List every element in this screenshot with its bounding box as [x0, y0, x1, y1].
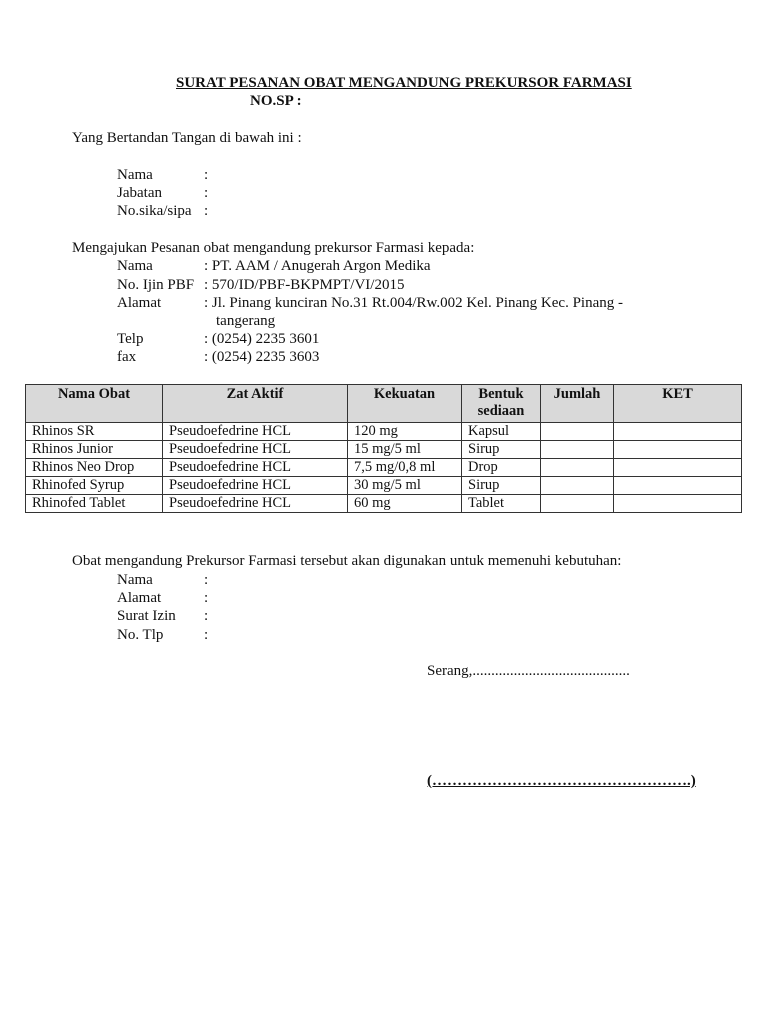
- table-row: [26, 495, 742, 513]
- table-row: [26, 441, 742, 459]
- table-row: [26, 477, 742, 495]
- table-cell: [614, 459, 742, 477]
- field-label: Alamat: [117, 295, 162, 311]
- table-cell: Rhinofed Tablet: [26, 495, 163, 513]
- table-row: [26, 459, 742, 477]
- field-value: :: [204, 185, 209, 201]
- header-cell: KET: [614, 385, 742, 423]
- field-value: : Jl. Pinang kunciran No.31 Rt.004/Rw.002 Kel. Pinang Kec. Pinang -: [204, 295, 623, 311]
- header-cell: Kekuatan: [348, 385, 462, 423]
- table-cell: [614, 477, 742, 495]
- table-cell: Rhinos Junior: [26, 441, 163, 459]
- field-label: Telp: [117, 331, 144, 347]
- field-value: : (0254) 2235 3603: [204, 349, 320, 365]
- table-cell: Kapsul: [462, 423, 541, 441]
- place-date: Serang,..........................................: [427, 663, 630, 679]
- table-cell: [614, 441, 742, 459]
- table-cell: Pseudoefedrine HCL: [163, 477, 348, 495]
- table-cell: [541, 495, 614, 513]
- field-label: No. Tlp: [117, 627, 164, 643]
- field-label: fax: [117, 349, 137, 365]
- field-value: tangerang: [216, 313, 276, 329]
- field-label: No. Ijin PBF: [117, 277, 195, 293]
- table-cell: Pseudoefedrine HCL: [163, 441, 348, 459]
- table-cell: [614, 423, 742, 441]
- intro-text: Yang Bertandan Tangan di bawah ini :: [72, 130, 302, 146]
- table-cell: Rhinofed Syrup: [26, 477, 163, 495]
- field-value: :: [204, 627, 209, 643]
- field-label: Nama: [117, 167, 153, 183]
- table-cell: [541, 423, 614, 441]
- table-cell: [541, 459, 614, 477]
- table-header-row: [26, 385, 742, 423]
- order-table: [25, 384, 742, 513]
- signature-line: (…………………………………………….): [427, 773, 696, 789]
- usage-text: Obat mengandung Prekursor Farmasi tersebut akan digunakan untuk memenuhi kebutuhan:: [72, 553, 622, 569]
- table-cell: 15 mg/5 ml: [348, 441, 462, 459]
- header-cell: Bentuk sediaan: [462, 385, 541, 423]
- field-value: : 570/ID/PBF-BKPMPT/VI/2015: [204, 277, 405, 293]
- table-cell: Rhinos SR: [26, 423, 163, 441]
- sp-number: NO.SP :: [250, 93, 302, 109]
- table-cell: 120 mg: [348, 423, 462, 441]
- header-cell: Jumlah: [541, 385, 614, 423]
- field-value: :: [204, 572, 209, 588]
- field-value: :: [204, 590, 209, 606]
- table-cell: Pseudoefedrine HCL: [163, 495, 348, 513]
- field-value: :: [204, 203, 209, 219]
- table-cell: 7,5 mg/0,8 ml: [348, 459, 462, 477]
- header-cell: Nama Obat: [26, 385, 163, 423]
- table-cell: 60 mg: [348, 495, 462, 513]
- table-cell: Rhinos Neo Drop: [26, 459, 163, 477]
- table-cell: [541, 477, 614, 495]
- field-value: : PT. AAM / Anugerah Argon Medika: [204, 258, 431, 274]
- field-value: : (0254) 2235 3601: [204, 331, 320, 347]
- table-cell: [541, 441, 614, 459]
- table-cell: Pseudoefedrine HCL: [163, 423, 348, 441]
- field-value: :: [204, 167, 209, 183]
- table-cell: Drop: [462, 459, 541, 477]
- document-title: SURAT PESANAN OBAT MENGANDUNG PREKURSOR FARMASI: [176, 75, 632, 91]
- table-cell: Sirup: [462, 477, 541, 495]
- table-cell: 30 mg/5 ml: [348, 477, 462, 495]
- table-row: [26, 423, 742, 441]
- field-label: Jabatan: [117, 185, 162, 201]
- table-cell: Sirup: [462, 441, 541, 459]
- header-cell: Zat Aktif: [163, 385, 348, 423]
- field-value: :: [204, 608, 209, 624]
- table-cell: [614, 495, 742, 513]
- table-cell: Tablet: [462, 495, 541, 513]
- field-label: Surat Izin: [117, 608, 176, 624]
- field-label: Alamat: [117, 590, 162, 606]
- field-label: No.sika/sipa: [117, 203, 192, 219]
- request-text: Mengajukan Pesanan obat mengandung prekursor Farmasi kepada:: [72, 240, 475, 256]
- field-label: Nama: [117, 258, 153, 274]
- field-label: Nama: [117, 572, 153, 588]
- table-cell: Pseudoefedrine HCL: [163, 459, 348, 477]
